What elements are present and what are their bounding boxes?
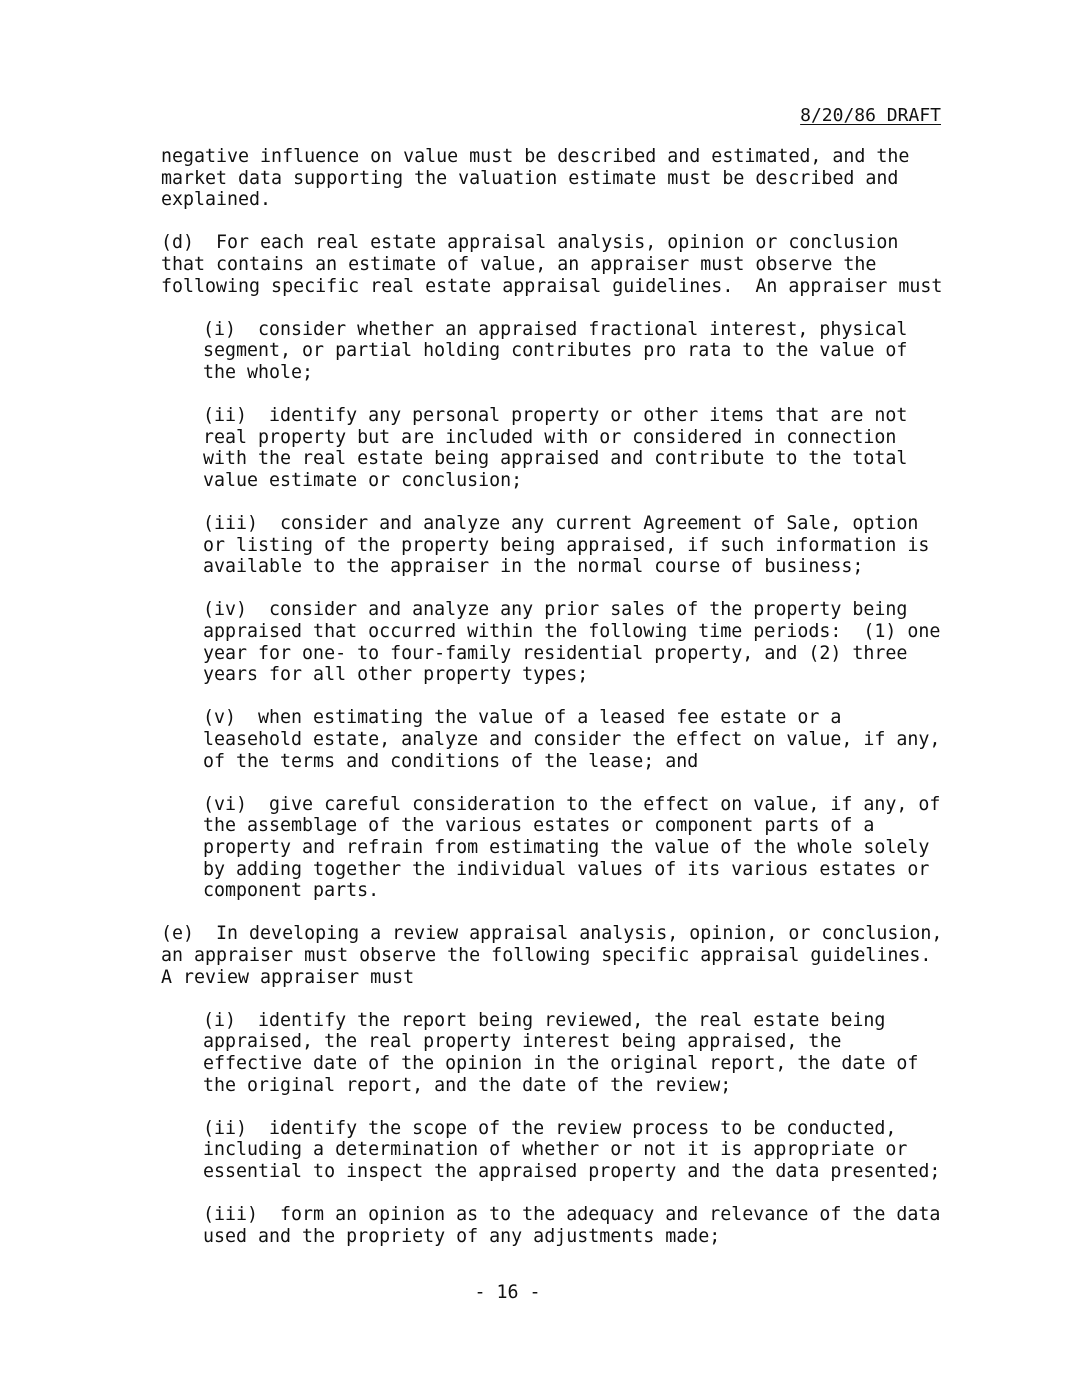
section-d-item-ii: (ii) identify any personal property or other items that are not real property but are included with or considered in connection with the real estate being appraised and contribute to the total value estimate or conclusion; — [203, 405, 908, 491]
section-d-intro: (d) For each real estate appraisal analysis, opinion or conclusion that contains an estimate of value, an appraiser must observe the following specific real estate appraisal guidelines. An appraiser must — [161, 232, 943, 297]
section-e-intro: (e) In developing a review appraisal analysis, opinion, or conclusion, an appraiser must observe the following specific appraisal guidelines. A review appraiser must — [161, 923, 943, 988]
continuation-paragraph: negative influence on value must be described and estimated, and the market data supporting the valuation estimate must be described and explained. — [161, 146, 910, 211]
section-d-item-iv: (iv) consider and analyze any prior sales of the property being appraised that occurred within the following time periods: (1) one year for one- to four-family residential property, and (2) three years for all other property types; — [203, 599, 941, 686]
section-e-item-i: (i) identify the report being reviewed, the real estate being appraised, the real property interest being appraised, the effective date of the opinion in the original report, the date of the original report, and the date of the review; — [203, 1009, 919, 1096]
section-d-item-vi: (vi) give careful consideration to the effect on value, if any, of the assemblage of the various estates or component parts of a property and refrain from estimating the value of the whole solely by adding together the individual values of its various estates or component parts. — [203, 793, 941, 902]
document-body — [161, 146, 961, 1269]
page-number: - 16 - — [474, 1282, 541, 1303]
section-d-item-iii: (iii) consider and analyze any current Agreement of Sale, option or listing of the property being appraised, if such information is available to the appraiser in the normal course of business; — [203, 513, 930, 578]
section-e-item-iii: (iii) form an opinion as to the adequacy and relevance of the data used and the propriety of any adjustments made; — [203, 1204, 941, 1247]
section-d-item-i: (i) consider whether an appraised fractional interest, physical segment, or partial holding contributes pro rata to the value of the whole; — [203, 318, 908, 383]
section-d-item-v: (v) when estimating the value of a leased fee estate or a leasehold estate, analyze and consider the effect on value, if any, of the terms and conditions of the lease; and — [203, 707, 941, 772]
section-e-item-ii: (ii) identify the scope of the review process to be conducted, including a determination of whether or not it is appropriate or essential to inspect the appraised property and the data presented; — [203, 1117, 941, 1182]
draft-date-header: 8/20/86 DRAFT — [800, 105, 941, 126]
